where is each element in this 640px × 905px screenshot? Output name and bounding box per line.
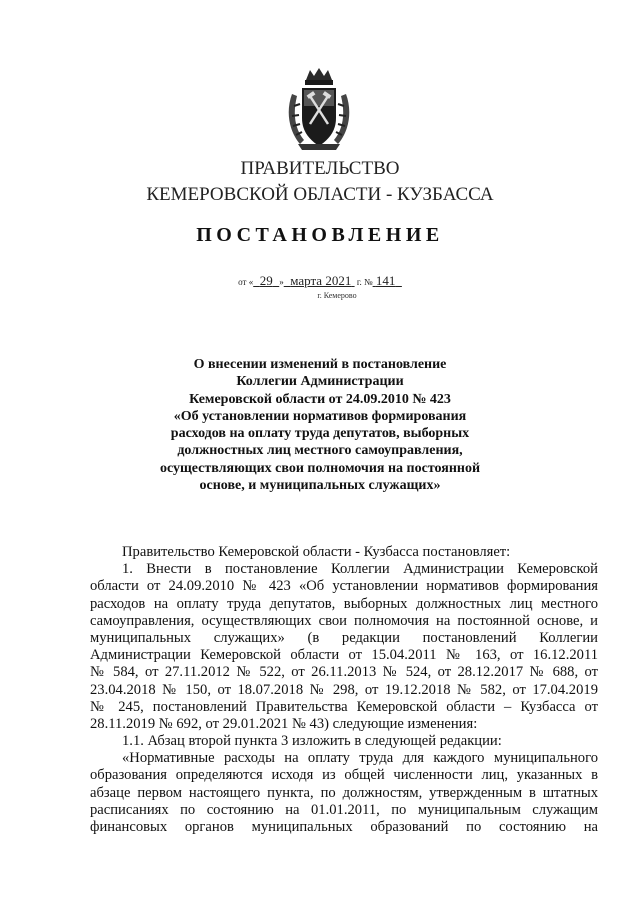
document-body [90, 544, 598, 836]
body-line: Администрации Кемеровской области от 15.04.2011 № 163, от 16.12.2011 [90, 647, 598, 664]
body-line: 23.04.2018 № 150, от 18.07.2018 № 298, от 19.12.2018 № 582, от 17.04.2019 [90, 681, 598, 698]
heading-line: осуществляющих свои полномочия на постоянной [159, 460, 481, 476]
body-line: образования определяются исходя из общей численности лиц, указанных в [90, 767, 598, 784]
body-line: «Нормативные расходы на оплату труда для каждого муниципального [122, 750, 598, 767]
body-line: расходов на оплату труда депутатов, выборных должностных лиц местного [90, 595, 598, 612]
body-line: финансовых органов муниципальных образований по состоянию на [90, 819, 598, 835]
body-line: муниципальных служащих» (в редакции постановлений Коллегии [90, 629, 598, 646]
heading-line: основе, и муниципальных служащих» [199, 478, 441, 494]
city-label: г. Кемерово [317, 291, 357, 300]
date-day: 29 [259, 273, 273, 288]
body-line: 1. Внести в постановление Коллегии Администрации Кемеровской [122, 561, 598, 578]
body-line: 28.11.2019 № 692, от 29.01.2021 № 43) следующие изменения: [90, 715, 478, 732]
body-line: 1.1. Абзац второй пункта 3 изложить в следующей редакции: [122, 733, 502, 750]
document-kind-title: ПОСТАНОВЛЕНИЕ [196, 224, 444, 246]
document-heading [140, 356, 500, 494]
heading-line: должностных лиц местного самоуправления, [177, 443, 463, 459]
number-sign: № [364, 277, 373, 287]
body-line: абзаце первом настоящего пункта, по должностям, утвержденным в штатных [90, 784, 598, 801]
coat-of-arms-icon [284, 66, 354, 154]
body-line: расписаниях по состоянию на 01.01.2011, по муниципальным служащим [90, 801, 598, 818]
date-close-quote: » [279, 277, 284, 287]
heading-line: «Об установлении нормативов формирования [173, 408, 467, 424]
body-line: № 245, постановлений Правительства Кемеровской области – Кузбасса от [90, 698, 598, 715]
body-line: самоуправления, осуществляющих свои полномочия на постоянной основе, и [90, 612, 598, 629]
document-date-line [0, 273, 640, 289]
body-line: области от 24.09.2010 № 423 «Об установлении нормативов формирования [90, 578, 598, 595]
heading-line: Кемеровской области от 24.09.2010 № 423 [189, 391, 451, 407]
government-title: ПРАВИТЕЛЬСТВО [240, 158, 400, 179]
heading-line: расходов на оплату труда депутатов, выборных [170, 426, 470, 442]
document-number: 141 [375, 273, 396, 288]
region-title: КЕМЕРОВСКОЙ ОБЛАСТИ - КУЗБАССА [146, 184, 494, 205]
date-from-label: от « [238, 277, 254, 287]
date-month-year: марта 2021 [290, 273, 352, 288]
heading-line: О внесении изменений в постановление [193, 357, 447, 372]
date-year-suffix: г. [356, 277, 362, 287]
body-line: Правительство Кемеровской области - Кузбасса постановляет: [122, 544, 511, 560]
body-line: № 584, от 27.11.2012 № 522, от 26.11.2013 № 524, от 28.12.2017 № 688, от [90, 664, 598, 681]
heading-line: Коллегии Администрации [236, 374, 404, 390]
